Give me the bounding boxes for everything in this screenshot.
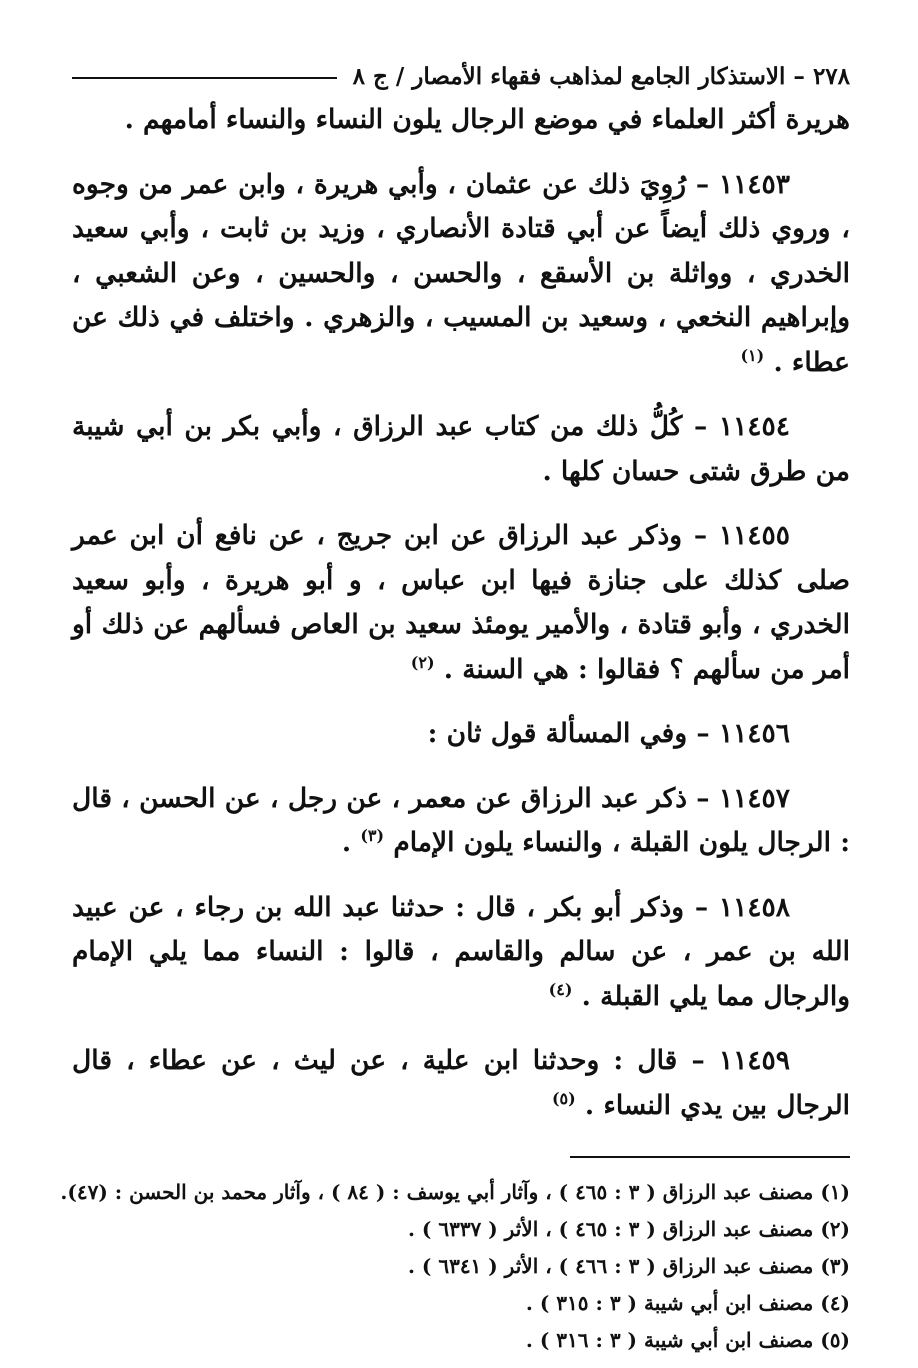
paragraph-11455: [72, 514, 850, 692]
entry-number: ١١٤٥٦: [718, 718, 790, 749]
footnote-1: (١) مصنف عبد الرزاق ( ٣ : ٤٦٥ ) ، وآثار أبي يوسف : ( ٨٤ ) ، وآثار محمد بن الحسن : (٤٧).: [60, 1180, 850, 1204]
footnote-5: (٥) مصنف ابن أبي شيبة ( ٣ : ٣١٦ ) .: [525, 1328, 850, 1352]
dash: –: [687, 718, 719, 749]
footnote-ref: (١): [740, 345, 765, 365]
dash: –: [677, 1045, 719, 1076]
entry-number: ١١٤٥٤: [718, 411, 790, 442]
entry-number: ١١٤٥٩: [718, 1045, 791, 1076]
dash: –: [682, 411, 719, 442]
header-rule: [72, 77, 337, 79]
dash: –: [687, 782, 719, 814]
entry-number: ١١٤٥٨: [718, 891, 790, 923]
paragraph-text: وذكر عبد الرزاق عن ابن جريج ، عن نافع أن ابن عمر صلى كذلك على جنازة فيها ابن عباس ، و أبو هريرة ، وأبو سعيد الخدري ، وأبو قتادة ، والأمير يومئذ سعيد بن العاص فسألهم عن ذلك أو أمر من سألهم ؟ فقالوا : هي السنة .: [72, 520, 850, 685]
paragraph-text: كُلُّ ذلك من كتاب عبد الرزاق ، وأبي بكر بن أبي شيبة من طرق شتى حسان كلها .: [72, 411, 850, 487]
paragraph-text: وذكر أبو بكر ، قال : حدثنا عبد الله بن رجاء ، عن عبيد الله بن عمر ، عن سالم والقاسم ، قالوا : النساء مما يلي الإمام والرجال مما يلي القبلة .: [72, 891, 850, 1012]
footnote-3: (٣) مصنف عبد الرزاق ( ٣ : ٤٦٦ ) ، الأثر ( ٦٣٤١ ) .: [407, 1254, 850, 1278]
footnote-4: (٤) مصنف ابن أبي شيبة ( ٣ : ٣١٥ ) .: [525, 1291, 850, 1315]
entry-number: ١١٤٥٧: [718, 782, 790, 814]
paragraph-text: وفي المسألة قول ثان :: [427, 718, 688, 749]
paragraph-text: ذكر عبد الرزاق عن معمر ، عن رجل ، عن الحسن ، قال : الرجال يلون القبلة ، والنساء يلون الإمام: [72, 782, 850, 858]
paragraph-11458: [72, 886, 850, 1020]
page-title: ٢٧٨ – الاستذكار الجامع لمذاهب فقهاء الأمصار / ج ٨: [352, 62, 850, 90]
paragraph-text: هريرة أكثر العلماء في موضع الرجال يلون النساء والنساء أمامهم .: [124, 104, 850, 135]
paragraph-text: رُوِيَ ذلك عن عثمان ، وأبي هريرة ، وابن عمر من وجوه ، وروي ذلك أيضاً عن أبي قتادة الأنصاري ، وزيد بن ثابت ، وأبي سعيد الخدري ، وواثلة بن الأسقع ، والحسن ، والحسين ، وعن الشعبي ، وإبراهيم النخعي ، وسعيد بن المسيب ، والزهري . واختلف في ذلك عن عطاء .: [72, 168, 850, 378]
dash: –: [686, 168, 719, 200]
paragraph-11453: [72, 163, 850, 386]
footnotes: [60, 1174, 850, 1359]
paragraph-text: قال : وحدثنا ابن علية ، عن ليث ، عن عطاء ، قال الرجال بين يدي النساء .: [72, 1045, 850, 1121]
paragraph-11459: [72, 1039, 850, 1128]
entry-number: ١١٤٥٥: [718, 520, 790, 551]
paragraph-continuation: [72, 98, 850, 143]
main-text: [72, 98, 850, 1128]
footnote-ref: (٣): [360, 826, 385, 846]
paragraph-11457: [72, 777, 850, 866]
footnote-ref: (٥): [551, 1088, 576, 1108]
footnote-ref: (٤): [548, 979, 573, 999]
dash: –: [682, 520, 719, 551]
paragraph-tail: .: [341, 827, 361, 858]
footnote-ref: (٢): [410, 652, 435, 672]
dash: –: [684, 891, 719, 923]
footnote-2: (٢) مصنف عبد الرزاق ( ٣ : ٤٦٥ ) ، الأثر ( ٦٣٣٧ ) .: [407, 1217, 850, 1241]
entry-number: ١١٤٥٣: [718, 168, 791, 200]
page-header: [72, 56, 850, 96]
paragraph-11456: [72, 712, 850, 757]
footnote-divider: [570, 1156, 850, 1158]
paragraph-11454: [72, 405, 850, 494]
